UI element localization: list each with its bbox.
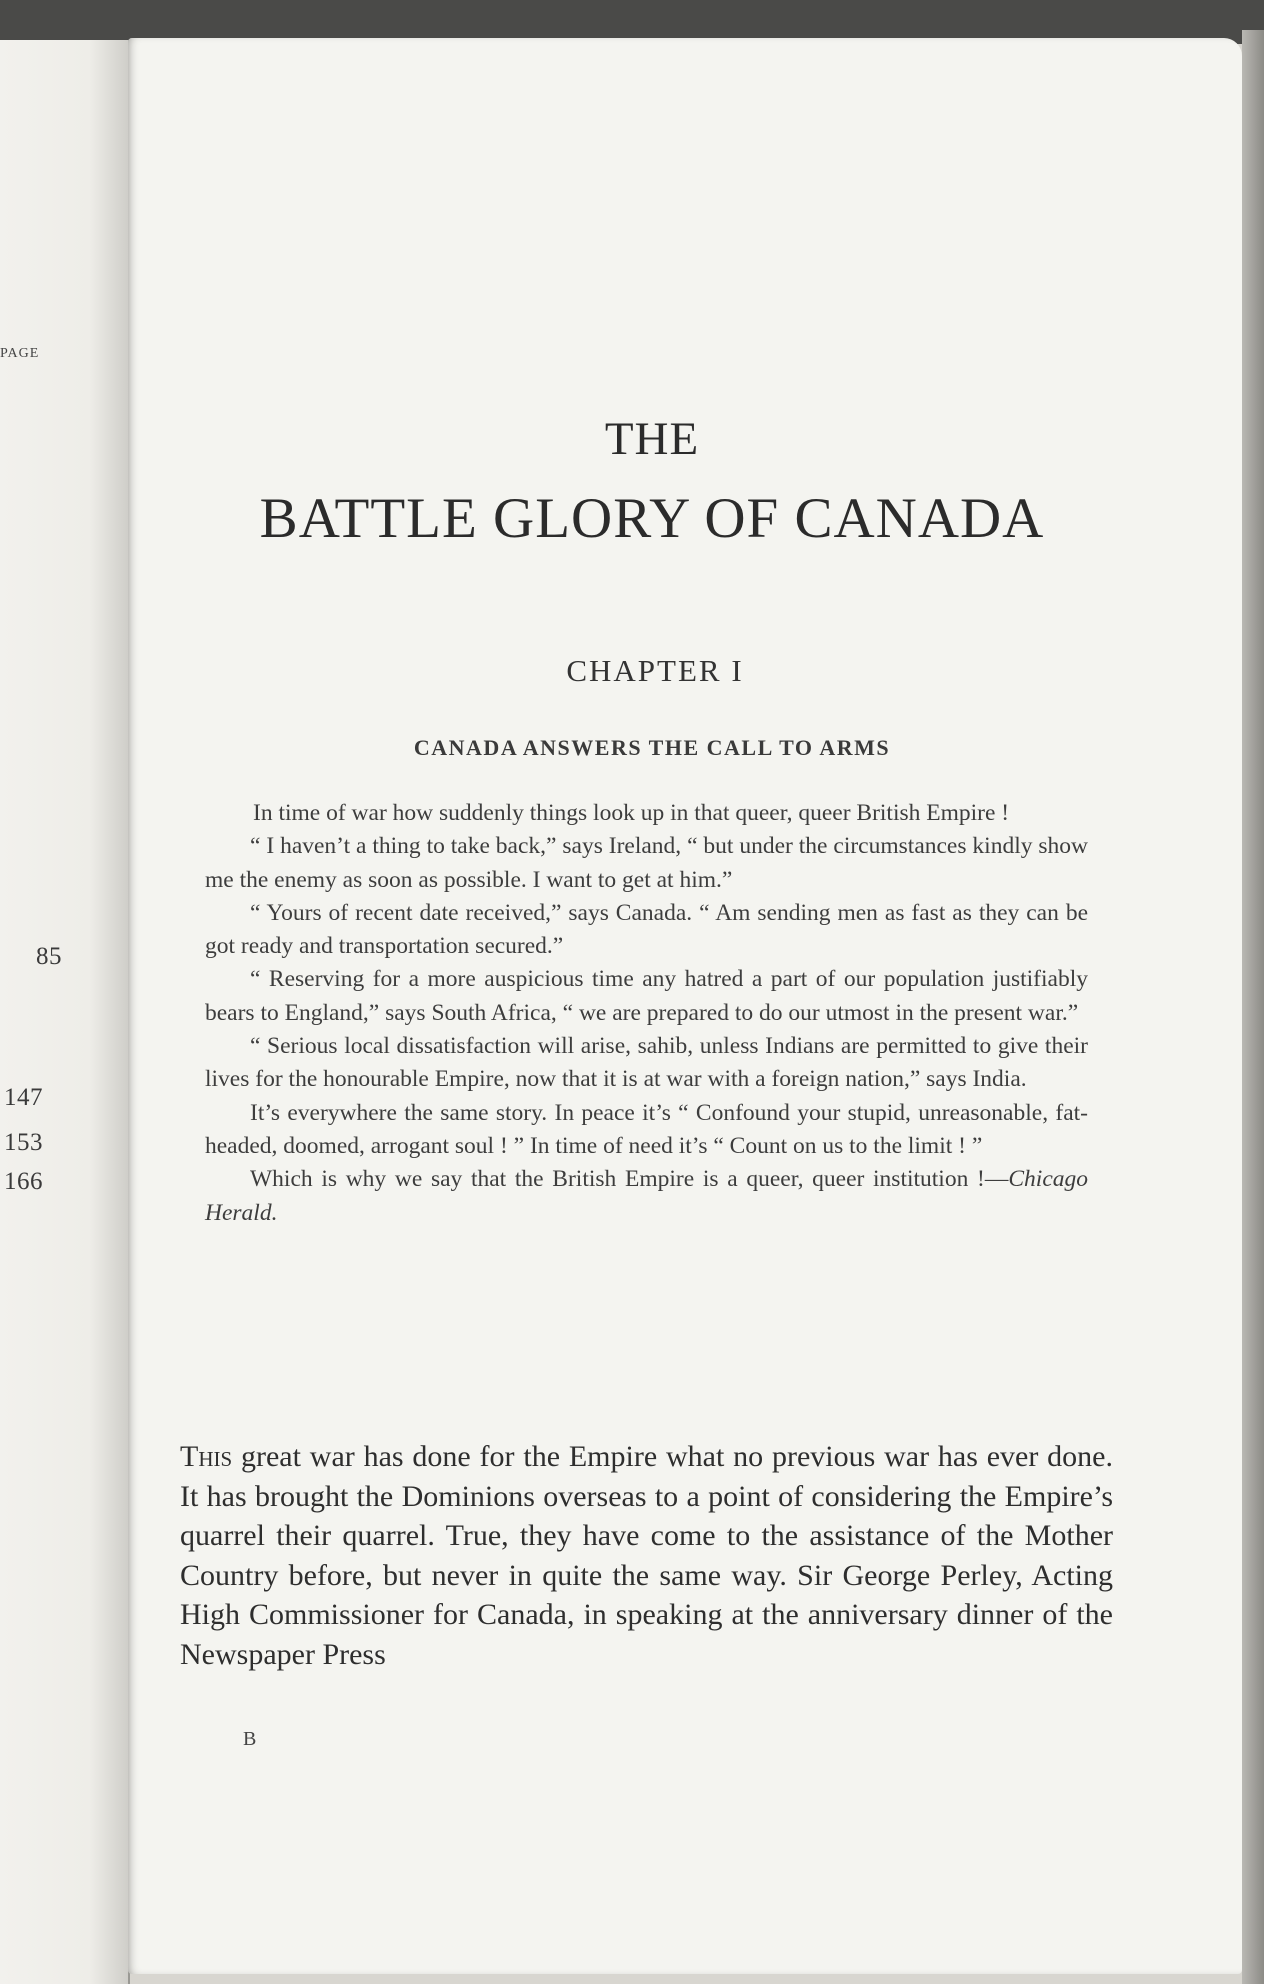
signature-mark: B [243, 1728, 257, 1750]
left-page-number: 85 [36, 943, 62, 970]
epigraph-paragraph: “ Reserving for a more auspicious time any hatred a part of our population justifiably bears to England,” says South Africa, “ we are prepared to do our utmost in the present war.” [205, 966, 1088, 1026]
book-title-line-2: BATTLE GLORY OF CANADA [259, 487, 1045, 550]
chapter-number: CHAPTER I [566, 653, 744, 688]
left-page-number: 166 [4, 1168, 43, 1195]
epigraph-paragraph [205, 1163, 1088, 1230]
left-page-number: 153 [4, 1129, 43, 1156]
epigraph [205, 797, 1088, 1230]
facing-page [0, 40, 130, 1984]
lead-word: This [180, 1440, 233, 1473]
book-title-line-1: THE [604, 413, 700, 465]
epigraph-text: Which is why we say that the British Empire is a queer, queer institution !— [250, 1166, 1009, 1193]
left-page-number: 147 [4, 1084, 43, 1111]
epigraph-paragraph: It’s everywhere the same story. In peace it’s “ Confound your stupid, unreasonable, fat-headed, doomed, arrogant soul ! ” In time of need it’s “ Count on us to the limit ! ” [205, 1099, 1088, 1159]
body-paragraph [180, 1437, 1113, 1674]
body-text [180, 1437, 1113, 1674]
page-edge [1242, 30, 1264, 1984]
left-page-header: PAGE [0, 346, 40, 361]
epigraph-paragraph: “ Serious local dissatisfaction will arise, sahib, unless Indians are permitted to give their lives for the honourable Empire, now that it is at war with a foreign nation,” says India. [205, 1033, 1088, 1093]
epigraph-source: Chicago Herald. [205, 1166, 1088, 1226]
epigraph-paragraph: In time of war how suddenly things look up in that queer, queer British Empire ! [253, 800, 1010, 826]
epigraph-paragraph: “ Yours of recent date received,” says Canada. “ Am sending men as fast as they can be got ready and transportation secured.” [205, 899, 1088, 960]
body-paragraph-text: great war has done for the Empire what no previous war has ever done. It has brought the Dominions overseas to a point of considering the Empire’s quarrel their quarrel. True, they have come to the assistance of the Mother Country before, but never in quite the same way. Sir George Perley, Acting High Commissioner for Canada, in speaking at the anniversary dinner of the Newspaper Press [180, 1440, 1113, 1671]
epigraph-paragraph: “ I haven’t a thing to take back,” says Ireland, “ but under the circumstances kindly show me the enemy as soon as possible. I want to get at him.” [205, 833, 1088, 893]
chapter-title: CANADA ANSWERS THE CALL TO ARMS [413, 735, 891, 760]
